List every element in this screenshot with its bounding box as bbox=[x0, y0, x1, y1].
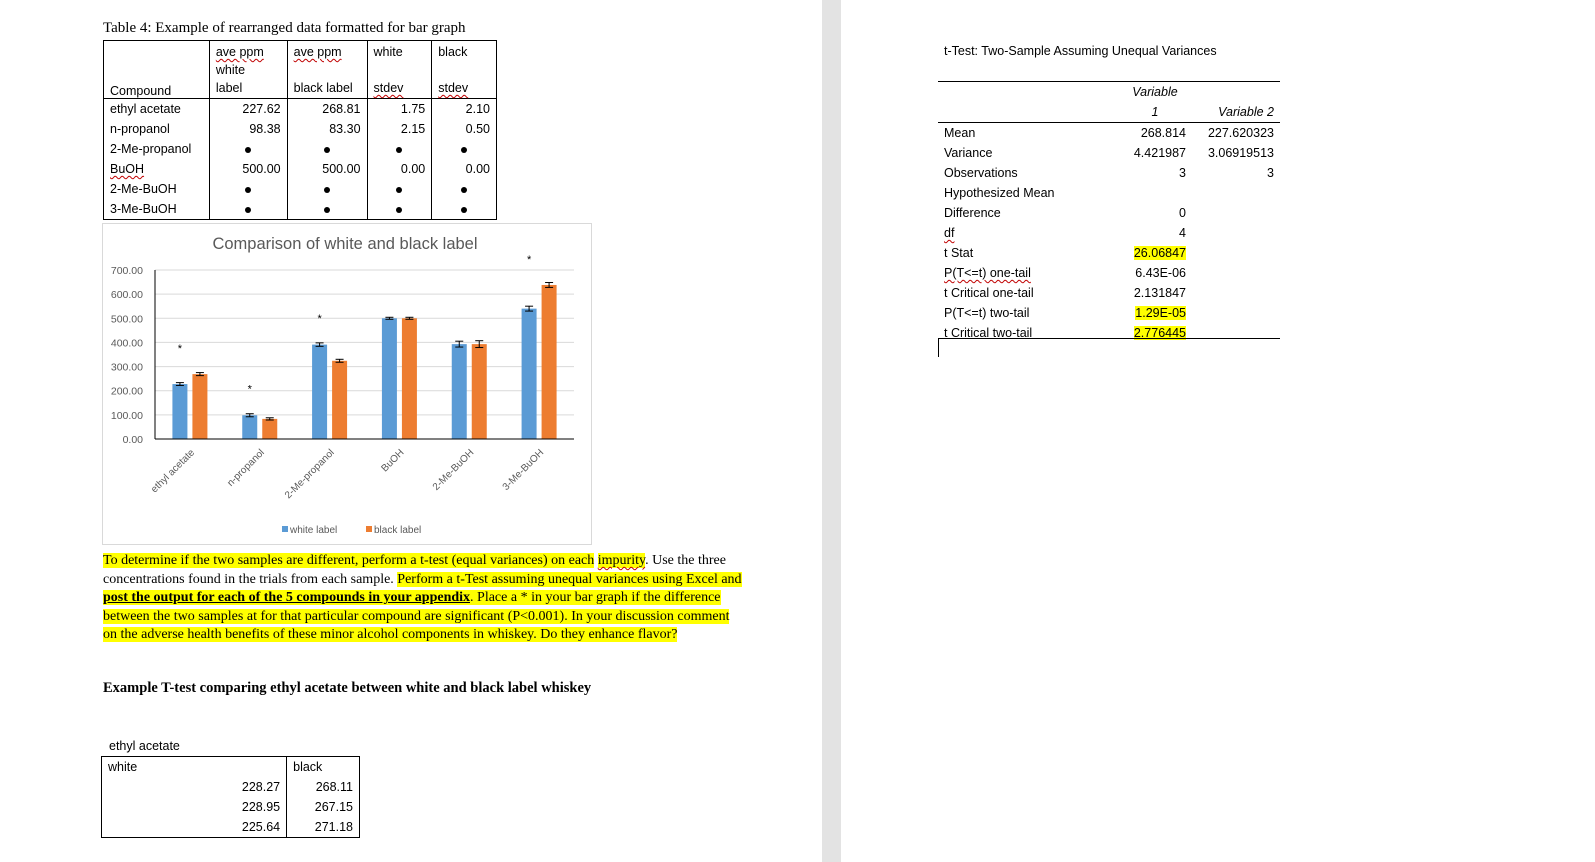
table-row bbox=[104, 199, 497, 220]
header-black: black bbox=[293, 760, 323, 774]
bullet-cell bbox=[287, 139, 367, 159]
para-sentence-6: . Place a * in your bar graph if the difference between the two samples at for that particular compound are significant (P<0.001). In your discussion comment on the adverse health benefits of these minor alcohol components in whiskey. Do they enhance flavor? bbox=[103, 590, 730, 643]
ttest-value-1: 4 bbox=[1179, 226, 1186, 240]
bar-white-label bbox=[522, 309, 537, 439]
legend-label: black label bbox=[374, 525, 422, 536]
bar-chart[interactable] bbox=[102, 223, 592, 545]
significance-star: * bbox=[247, 383, 252, 396]
cell-compound-text: BuOH bbox=[110, 162, 145, 176]
cell-black: 268.11 bbox=[315, 780, 353, 794]
bullet-icon bbox=[396, 207, 402, 213]
table-row bbox=[102, 777, 360, 797]
ttest-value-2 bbox=[1192, 183, 1280, 203]
cell-black-ppm: 500.00 bbox=[287, 159, 367, 179]
header-white-ppm-l2: white bbox=[215, 63, 246, 77]
header-black-ppm-l1: ave ppm bbox=[293, 45, 342, 59]
cell-compound: 3-Me-BuOH bbox=[104, 199, 210, 220]
ttest-value-1 bbox=[1118, 303, 1192, 323]
header-white-ppm bbox=[209, 41, 287, 99]
header-black-ppm-l2: black label bbox=[293, 81, 353, 95]
table-row bbox=[102, 797, 360, 817]
ttest-value-1: 268.814 bbox=[1140, 126, 1186, 140]
ttest-row-label: Mean bbox=[944, 126, 976, 140]
bullet-cell bbox=[287, 199, 367, 220]
ttest-value-highlight: 1.29E-05 bbox=[1135, 306, 1186, 320]
para-sentence-1: To determine if the two samples are different, perform a t-test (equal variances) on each bbox=[103, 553, 595, 568]
bullet-cell bbox=[432, 139, 497, 159]
instructions-paragraph bbox=[103, 552, 743, 645]
bullet-icon bbox=[396, 147, 402, 153]
ttest-value-2: 3 bbox=[1267, 166, 1274, 180]
table-row bbox=[938, 243, 1280, 263]
significance-star: * bbox=[317, 312, 322, 325]
ethyl-table-title: ethyl acetate bbox=[109, 739, 180, 753]
bullet-icon bbox=[245, 207, 251, 213]
cell-compound bbox=[104, 159, 210, 179]
bar-white-label bbox=[312, 345, 327, 439]
bullet-icon bbox=[461, 187, 467, 193]
text-cursor bbox=[938, 338, 939, 357]
ttest-row-label: Variance bbox=[944, 146, 993, 160]
ttest-value-1: 6.43E-06 bbox=[1135, 266, 1186, 280]
bullet-cell bbox=[367, 179, 432, 199]
para-sentence-2: impurity bbox=[597, 553, 646, 568]
bullet-icon bbox=[245, 187, 251, 193]
bullet-cell bbox=[432, 179, 497, 199]
ttest-value-2 bbox=[1192, 263, 1280, 283]
bar-black-label bbox=[332, 361, 347, 439]
table-row bbox=[104, 139, 497, 159]
table-row bbox=[104, 119, 497, 139]
ttest-value-1 bbox=[1118, 323, 1192, 343]
cell-white: 228.95 bbox=[102, 797, 287, 817]
bullet-cell bbox=[367, 199, 432, 220]
header-white-sd-l2: stdev bbox=[373, 81, 404, 95]
y-tick-label: 300.00 bbox=[110, 361, 143, 374]
header-black-sd-l2: stdev bbox=[438, 81, 469, 95]
table-row bbox=[938, 303, 1280, 323]
bullet-icon bbox=[396, 187, 402, 193]
bar-white-label bbox=[172, 384, 187, 439]
cell-white: 228.27 bbox=[102, 777, 287, 797]
ttest-row-label-text: df bbox=[944, 226, 955, 240]
cell-white-ppm: 227.62 bbox=[209, 99, 287, 120]
y-tick-label: 700.00 bbox=[110, 265, 143, 277]
ttest-value-2 bbox=[1192, 223, 1280, 243]
header-white-ppm-l1: ave ppm bbox=[215, 45, 264, 59]
cell-compound: ethyl acetate bbox=[104, 99, 210, 120]
x-tick-label: 3-Me-BuOH bbox=[500, 447, 547, 493]
ttest-row-label-text: P(T<=t) one-tail bbox=[944, 266, 1031, 280]
ttest-value-2 bbox=[1192, 203, 1280, 223]
y-tick-label: 500.00 bbox=[110, 313, 143, 326]
x-tick-label: 2-Me-propanol bbox=[282, 447, 337, 502]
table-row bbox=[938, 283, 1280, 303]
bar-black-label bbox=[542, 285, 557, 439]
ttest-value-1 bbox=[1118, 243, 1192, 263]
table-row bbox=[104, 99, 497, 120]
ttest-col-variable-1-l2: 1 bbox=[1151, 105, 1159, 119]
table-row bbox=[938, 183, 1280, 203]
ttest-value-1: 3 bbox=[1179, 166, 1186, 180]
ttest-col-variable-1-l1: Variable bbox=[1132, 85, 1178, 99]
y-tick-label: 400.00 bbox=[110, 337, 143, 350]
ttest-value-2 bbox=[1192, 243, 1280, 263]
bar-black-label bbox=[472, 344, 487, 439]
ethyl-acetate-table bbox=[101, 756, 360, 838]
ttest-row-label: Observations bbox=[944, 166, 1018, 180]
bar-black-label bbox=[262, 419, 277, 439]
x-tick-label: ethyl acetate bbox=[149, 447, 198, 496]
significance-star: * bbox=[177, 343, 183, 356]
bullet-cell bbox=[209, 179, 287, 199]
ttest-col-variable-2: Variable 2 bbox=[1218, 105, 1274, 119]
header-compound: Compound bbox=[104, 41, 210, 99]
bar-white-label bbox=[242, 415, 257, 439]
header-black-stdev bbox=[432, 41, 497, 99]
ttest-value-1: 2.131847 bbox=[1133, 286, 1186, 300]
y-tick-label: 100.00 bbox=[110, 409, 143, 422]
ttest-value-2: 3.06919513 bbox=[1207, 146, 1274, 160]
ttest-value-2 bbox=[1192, 283, 1280, 303]
ttest-row-label bbox=[938, 223, 1118, 243]
ttest-value-1 bbox=[1118, 183, 1192, 203]
cell-compound: 2-Me-propanol bbox=[104, 139, 210, 159]
ttest-value-highlight: 2.776445 bbox=[1133, 326, 1186, 340]
bullet-cell bbox=[209, 139, 287, 159]
bar-white-label bbox=[382, 318, 397, 439]
legend-swatch bbox=[366, 526, 372, 532]
cell-compound: 2-Me-BuOH bbox=[104, 179, 210, 199]
x-tick-label: BuOH bbox=[379, 447, 407, 475]
data-table-4 bbox=[103, 40, 497, 220]
legend-label: white label bbox=[290, 525, 338, 536]
cell-white: 225.64 bbox=[102, 817, 287, 838]
bar-black-label bbox=[192, 374, 207, 439]
cell-compound: n-propanol bbox=[104, 119, 210, 139]
table-row bbox=[104, 159, 497, 179]
header-black-ppm bbox=[287, 41, 367, 99]
significance-star: * bbox=[526, 253, 532, 266]
ttest-value-2 bbox=[1192, 303, 1280, 323]
y-tick-label: 600.00 bbox=[110, 289, 143, 302]
ttest-output-table bbox=[938, 82, 1280, 343]
y-tick-label: 0.00 bbox=[122, 434, 143, 446]
bar-white-label bbox=[452, 344, 467, 439]
table-row bbox=[102, 817, 360, 838]
bullet-cell bbox=[367, 139, 432, 159]
bullet-icon bbox=[324, 207, 330, 213]
para-sentence-4: Perform a t-Test assuming unequal variances using Excel and bbox=[397, 571, 742, 587]
legend-swatch bbox=[282, 526, 288, 532]
header-white-ppm-l3: label bbox=[215, 81, 243, 95]
para-sentence-5: post the output for each of the 5 compounds in your appendix bbox=[103, 590, 471, 606]
ttest-value-1: 0 bbox=[1179, 206, 1186, 220]
header-black-sd-l1: black bbox=[438, 45, 468, 59]
bullet-icon bbox=[324, 147, 330, 153]
ttest-row-label: Hypothesized Mean bbox=[944, 186, 1055, 200]
y-tick-label: 200.00 bbox=[110, 385, 143, 398]
cell-black: 267.15 bbox=[314, 800, 353, 814]
x-tick-label: 2-Me-BuOH bbox=[430, 447, 477, 493]
table-row bbox=[938, 323, 1280, 343]
para-sentence-3: . Use the three concentrations found in the trials from each sample. bbox=[103, 553, 726, 587]
table-row bbox=[938, 223, 1280, 243]
chart-title: Comparison of white and black label bbox=[212, 235, 478, 253]
cell-white-sd: 0.00 bbox=[367, 159, 432, 179]
cell-black-ppm: 268.81 bbox=[287, 99, 367, 120]
ttest-row-label: t Stat bbox=[944, 246, 974, 260]
bullet-icon bbox=[245, 147, 251, 153]
bullet-cell bbox=[432, 199, 497, 220]
x-tick-label: n-propanol bbox=[225, 447, 267, 489]
table-row bbox=[938, 203, 1280, 223]
bullet-icon bbox=[461, 147, 467, 153]
cell-white-sd: 2.15 bbox=[367, 119, 432, 139]
header-white: white bbox=[102, 757, 287, 778]
bullet-icon bbox=[461, 207, 467, 213]
bullet-icon bbox=[324, 187, 330, 193]
cell-black-ppm: 83.30 bbox=[287, 119, 367, 139]
header-white-stdev bbox=[367, 41, 432, 99]
ttest-value-highlight: 26.06847 bbox=[1133, 246, 1186, 260]
header-white-sd-l1: white bbox=[373, 45, 403, 59]
table-row bbox=[938, 143, 1280, 163]
cell-black-sd: 0.50 bbox=[465, 122, 490, 136]
table-row bbox=[104, 179, 497, 199]
table-row bbox=[938, 263, 1280, 283]
cell-white-ppm: 500.00 bbox=[209, 159, 287, 179]
ttest-bottom-rule bbox=[938, 338, 1280, 339]
cell-black-sd: 0.00 bbox=[465, 162, 490, 176]
cell-black-sd: 2.10 bbox=[465, 102, 490, 116]
example-title: Example T-test comparing ethyl acetate between white and black label whiskey bbox=[103, 680, 592, 696]
bullet-cell bbox=[209, 199, 287, 220]
ttest-value-2: 227.620323 bbox=[1207, 126, 1274, 140]
cell-white-ppm: 98.38 bbox=[209, 119, 287, 139]
ttest-row-label: P(T<=t) two-tail bbox=[944, 306, 1030, 320]
table-row bbox=[938, 123, 1280, 144]
cell-white-sd: 1.75 bbox=[367, 99, 432, 120]
ttest-row-label: Difference bbox=[944, 206, 1001, 220]
ttest-title: t-Test: Two-Sample Assuming Unequal Variances bbox=[944, 44, 1217, 58]
ttest-value-2 bbox=[1192, 323, 1280, 343]
cell-black: 271.18 bbox=[314, 820, 353, 834]
ttest-value-1: 4.421987 bbox=[1133, 146, 1186, 160]
table-caption: Table 4: Example of rearranged data formatted for bar graph bbox=[103, 20, 466, 36]
table-row bbox=[938, 163, 1280, 183]
ttest-row-label: t Critical two-tail bbox=[944, 326, 1033, 340]
bar-black-label bbox=[402, 318, 417, 439]
ttest-row-label bbox=[938, 263, 1118, 283]
bullet-cell bbox=[287, 179, 367, 199]
ttest-row-label: t Critical one-tail bbox=[944, 286, 1034, 300]
